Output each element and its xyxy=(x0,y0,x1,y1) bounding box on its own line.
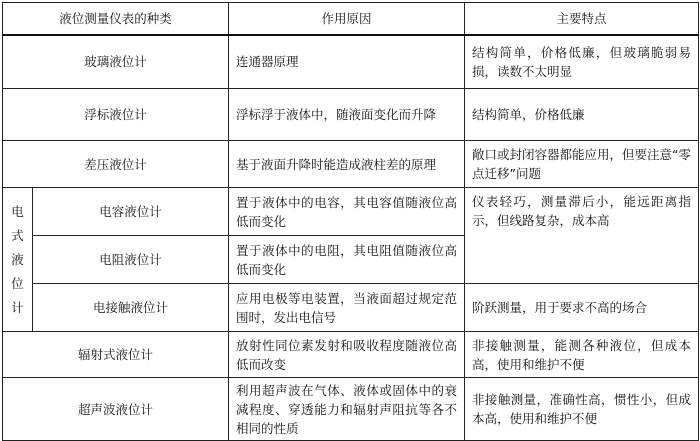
level-meter-table xyxy=(2,2,699,441)
row-principle: 利用超声波在气体、液体或固体中的衰减程度、穿透能力和辐射声阻抗等各不相同的性质 xyxy=(229,378,465,441)
row-features: 阶跃测量，用于要求不高的场合 xyxy=(465,284,699,332)
row-principle: 连通器原理 xyxy=(229,35,465,89)
electric-shared-features: 仪表轻巧，测量滞后小，能远距离指示，但线路复杂，成本高 xyxy=(465,188,699,284)
row-features: 非接触测量，能测各种液位，但成本高，使用和维护不便 xyxy=(465,332,699,378)
table-row xyxy=(3,89,699,141)
row-name: 玻璃液位计 xyxy=(3,35,229,89)
row-name: 电阻液位计 xyxy=(33,236,229,284)
row-principle: 置于液体中的电容，其电容值随液位高低而变化 xyxy=(229,188,465,236)
table-row xyxy=(3,378,699,441)
row-principle: 浮标浮于液体中，随液面变化而升降 xyxy=(229,89,465,141)
table-row xyxy=(3,35,699,89)
row-name: 差压液位计 xyxy=(3,141,229,188)
table-row xyxy=(3,141,699,188)
row-principle: 基于液面升降时能造成液柱差的原理 xyxy=(229,141,465,188)
row-features: 非接触测量，准确性高，惯性小，但成本高，使用和维护不便 xyxy=(465,378,699,441)
row-features: 敞口或封闭容器都能应用，但要注意“零点迁移”问题 xyxy=(465,141,699,188)
row-name: 辐射式液位计 xyxy=(3,332,229,378)
row-name: 电接触液位计 xyxy=(33,284,229,332)
row-name: 浮标液位计 xyxy=(3,89,229,141)
electric-group-label: 电式液位计 xyxy=(3,188,33,332)
row-features: 结构简单，价格低廉，但玻璃脆弱易损，读数不太明显 xyxy=(465,35,699,89)
row-principle: 放射性同位素发射和吸收程度随液位高低而改变 xyxy=(229,332,465,378)
table-row xyxy=(3,332,699,378)
table-row xyxy=(3,284,699,332)
header-features: 主要特点 xyxy=(465,3,699,35)
row-principle: 应用电极等电装置，当液面超过规定范围时，发出电信号 xyxy=(229,284,465,332)
table-header-row xyxy=(3,3,699,35)
table-row xyxy=(3,188,699,236)
row-principle: 置于液体中的电阻，其电阻值随液位高低而变化 xyxy=(229,236,465,284)
row-name: 电容液位计 xyxy=(33,188,229,236)
header-principle: 作用原因 xyxy=(229,3,465,35)
row-name: 超声波液位计 xyxy=(3,378,229,441)
row-features: 结构简单，价格低廉 xyxy=(465,89,699,141)
header-type: 液位测量仪表的种类 xyxy=(3,3,229,35)
